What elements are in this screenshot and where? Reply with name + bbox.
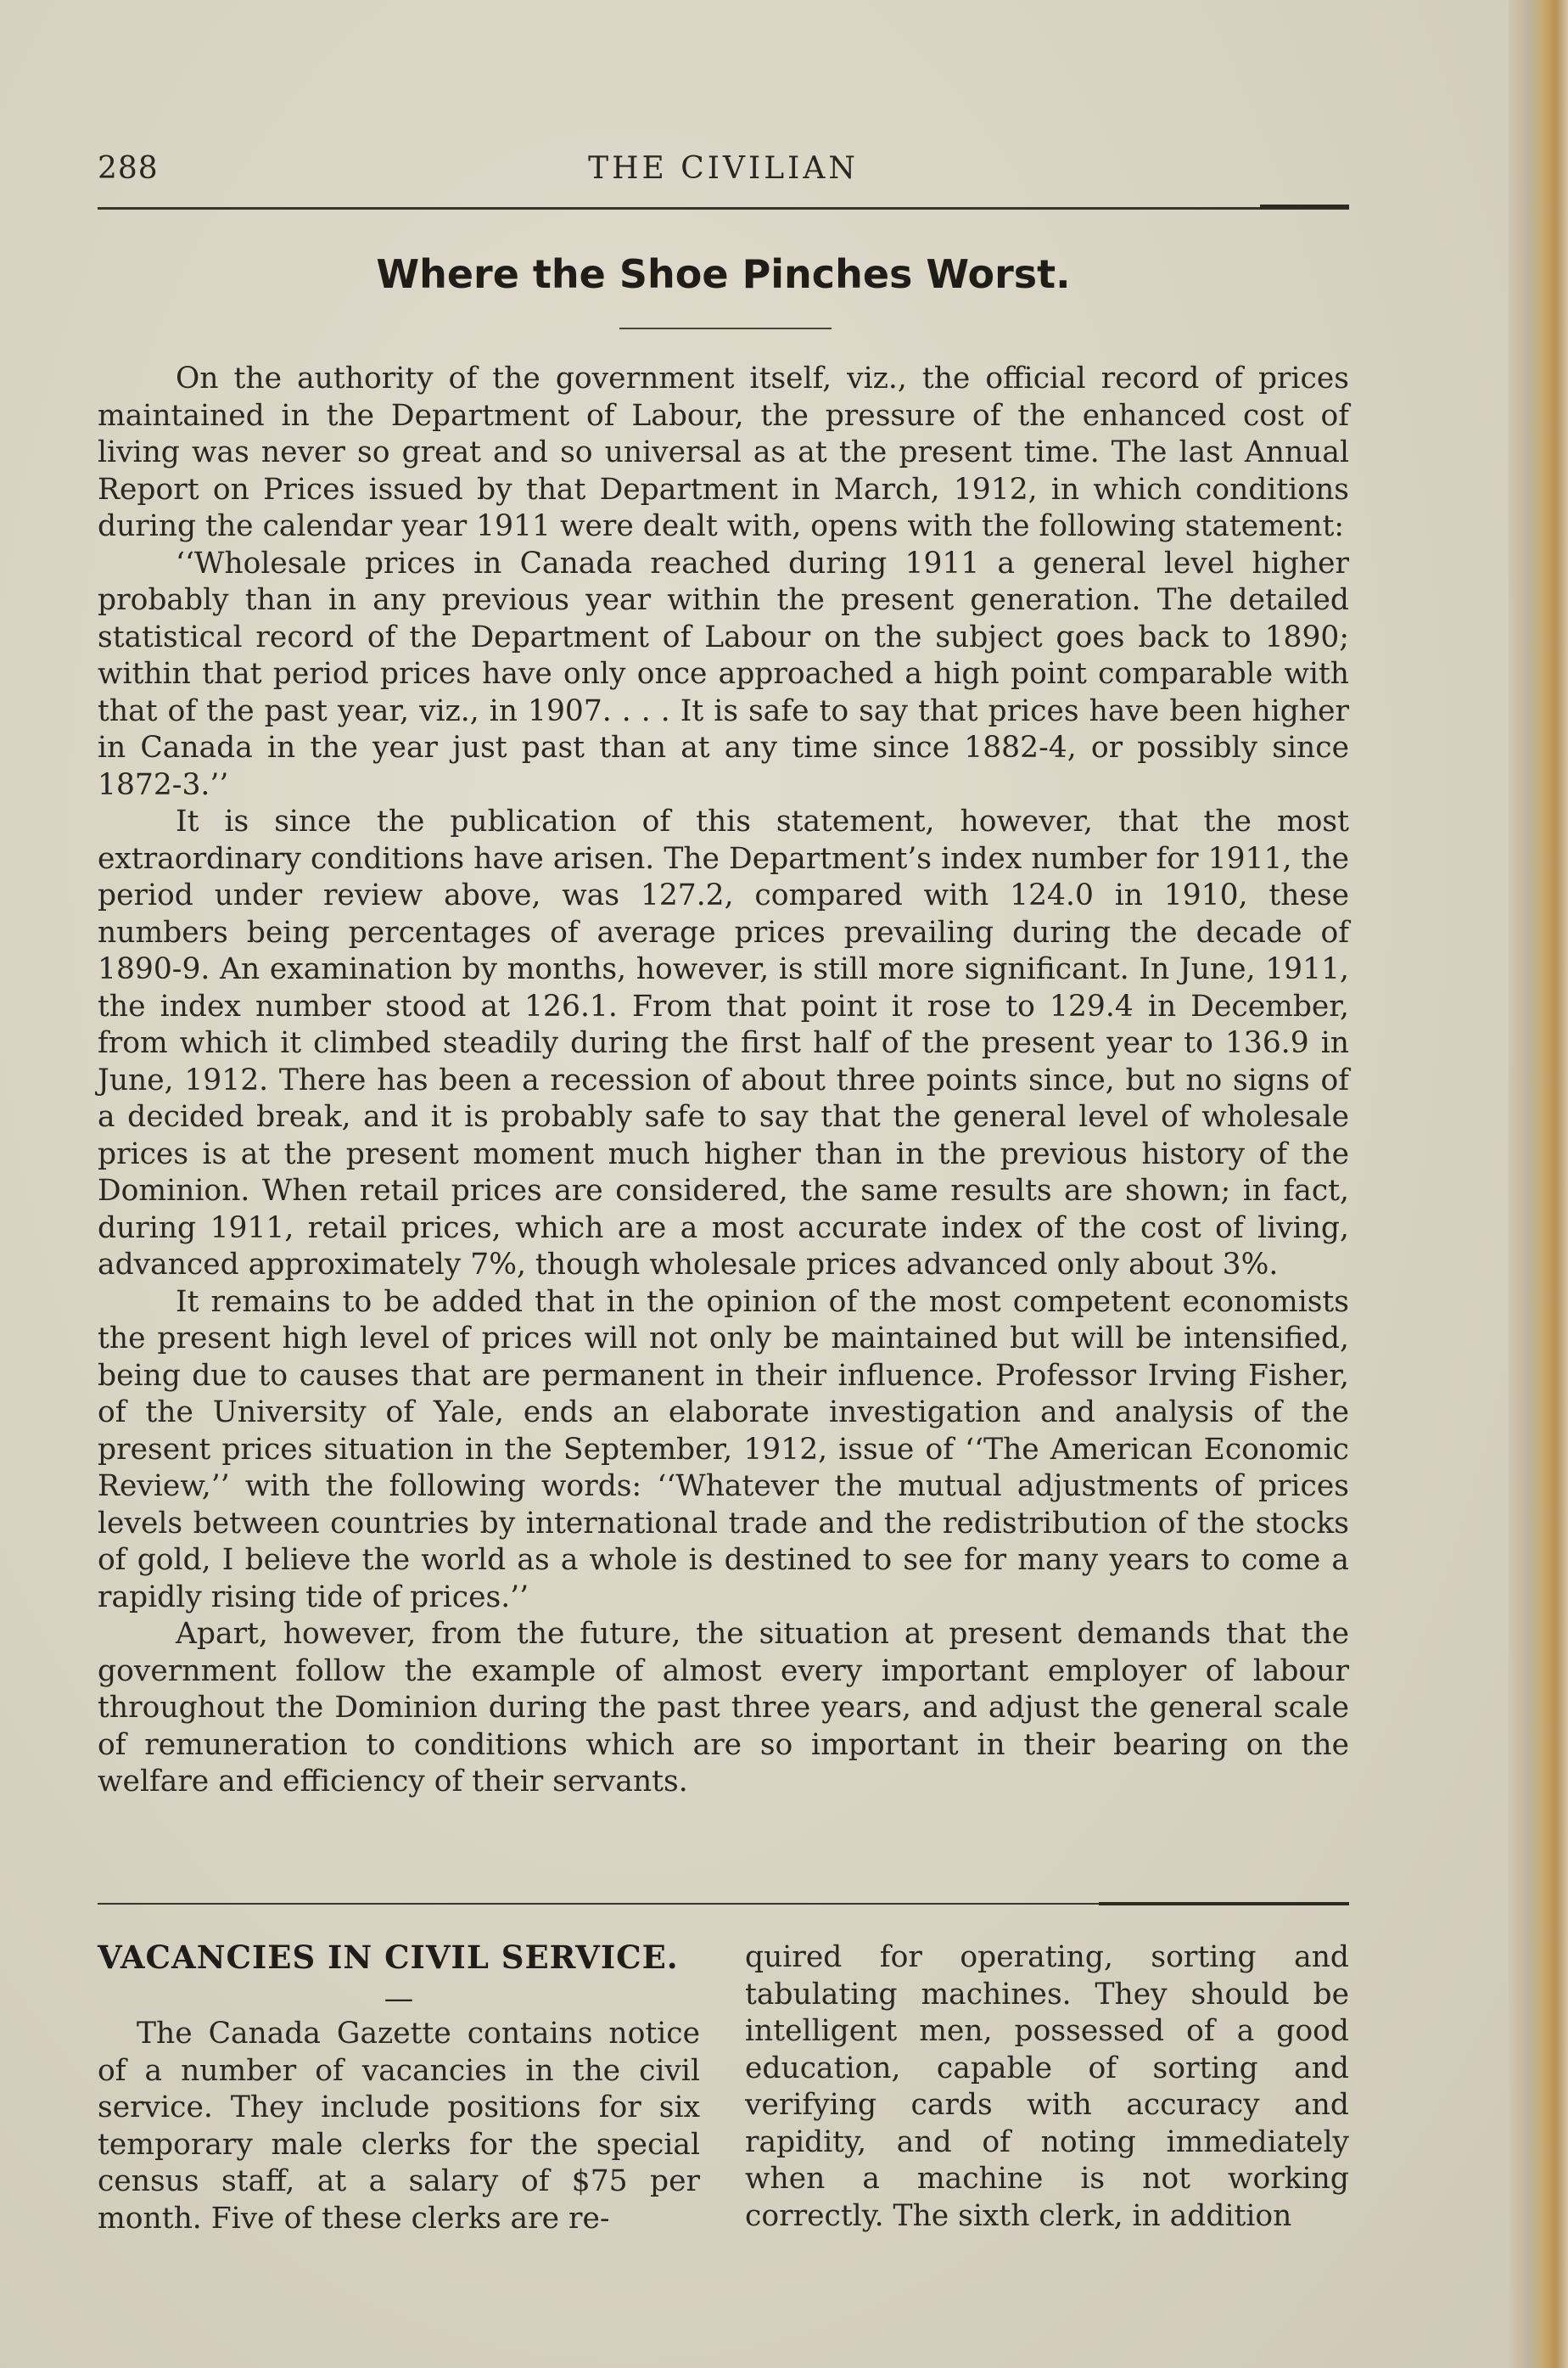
vacancies-left-column: [98, 1939, 700, 2237]
running-header: [98, 151, 1349, 194]
article-body: [98, 361, 1349, 1801]
vacancies-right-column: [745, 1939, 1349, 2235]
title-underline-rule: [619, 328, 832, 329]
vacancies-left-text: The Canada Gazette contains notice of a number of vacancies in the civil service. They include positions for six temporary male clerks for the special census staff, at a salary of $75 per month. Five of these clerks are re-: [98, 2017, 700, 2236]
article-paragraph: Apart, however, from the future, the situation at present demands that the government follow the example of almost every important employer of labour throughout the Dominion during the past three years, and adjust the general scale of remuneration to conditions which are so important in their bearing on the welfare and efficiency of their servants.: [98, 1617, 1349, 1798]
article-title: Where the Shoe Pinches Worst.: [376, 251, 1071, 297]
article-paragraph: ‘‘Wholesale prices in Canada reached during 1911 a general level higher probably than in any previous year within the present generation. The detailed statistical record of the Department of Labour on the subject goes back to 1890; within that period prices have only once approached a high point comparable with that of the past year, viz., in 1907. . . . It is safe to say that prices have been higher in Canada in the year just past than at any time since 1882-4, or possibly since 1872-3.’’: [98, 546, 1349, 802]
vacancies-right-text: quired for operating, sorting and tabulating machines. They should be intelligent men, possessed of a good education, capable of sorting and verifying cards with accuracy and rapidity, and of noting immediately when a machine is not working correctly. The sixth clerk, in addition: [745, 1940, 1349, 2233]
header-rule: [98, 207, 1349, 210]
running-title: THE CIVILIAN: [588, 151, 859, 186]
page-edge: [1509, 0, 1568, 2368]
article-paragraph: It remains to be added that in the opinion of the most competent economists the present high level of prices will not only be maintained but will be intensified, being due to causes that are permanent in their influence. Professor Irving Fisher, of the University of Yale, ends an elaborate investigation and analysis of the present prices situation in the September, 1912, issue of ‘‘The American Economic Review,’’ with the following words: ‘‘Whatever the mutual adjustments of prices levels between countries by international trade and the redistribution of the stocks of gold, I believe the world as a whole is destined to see for many years to come a rapidly rising tide of prices.’’: [98, 1284, 1349, 1614]
vacancies-dash: —: [384, 1982, 414, 2016]
page-number: 288: [98, 151, 159, 186]
header-rule-accent: [1260, 205, 1349, 209]
article-paragraph: It is since the publication of this statement, however, that the most extraordinary conditions have arisen. The Department’s index number for 1911, the period under review above, was 127.2, compared with 124.0 in 1910, these numbers being percentages of average prices prevailing during the decade of 1890-9. An examination by months, however, is still more significant. In June, 1911, the index number stood at 126.1. From that point it rose to 129.4 in December, from which it climbed steadily during the first half of the present year to 136.9 in June, 1912. There has been a recession of about three points since, but no signs of a decided break, and it is probably safe to say that the general level of wholesale prices is at the present moment much higher than in the previous history of the Dominion. When retail prices are considered, the same results are shown; in fact, during 1911, retail prices, which are a most accurate index of the cost of living, advanced approximately 7%, though wholesale prices advanced only about 3%.: [98, 805, 1349, 1282]
vacancies-title: VACANCIES IN CIVIL SERVICE.: [98, 1939, 679, 1976]
section-divider-accent: [1099, 1902, 1349, 1905]
article-paragraph: On the authority of the government itself, viz., the official record of prices maintained in the Department of Labour, the pressure of the enhanced cost of living was never so great and so universal as at the present time. The last Annual Report on Prices issued by that Department in March, 1912, in which conditions during the calendar year 1911 were dealt with, opens with the following statement:: [98, 362, 1349, 543]
